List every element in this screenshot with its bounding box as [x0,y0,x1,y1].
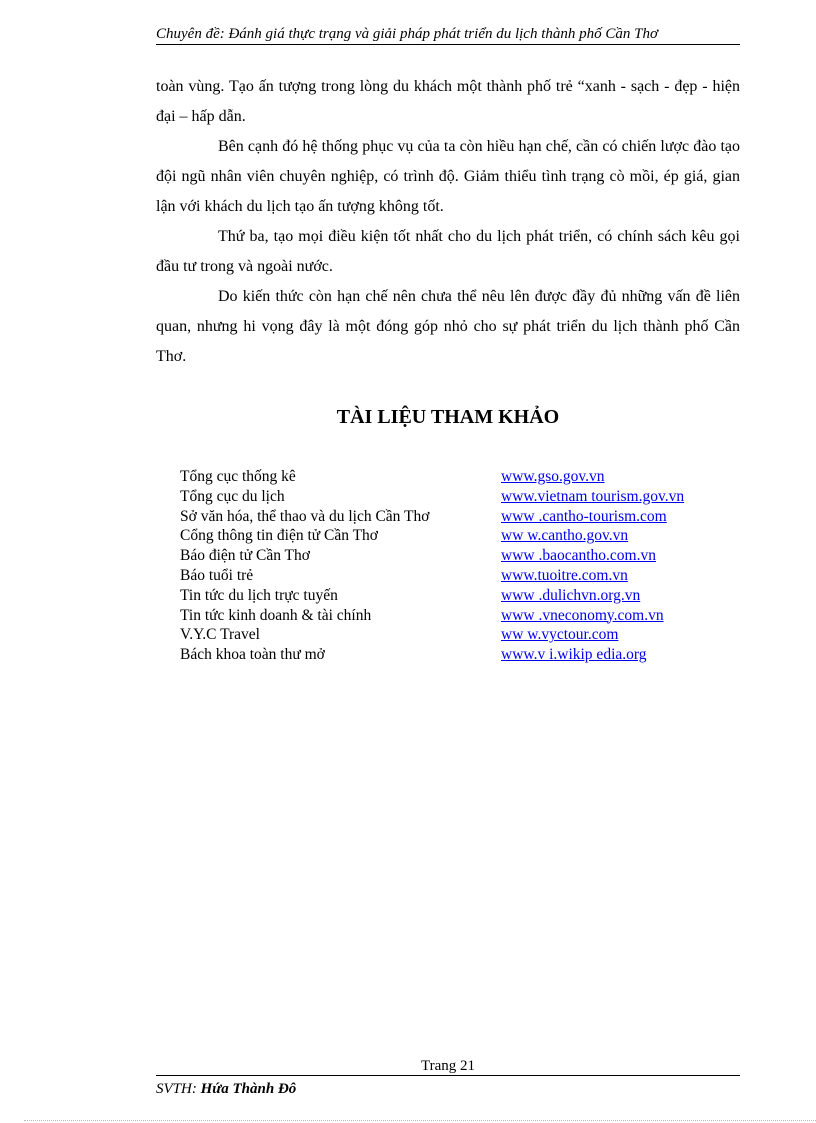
reference-name: Tổng cục du lịch [180,487,285,505]
reference-name: Tổng cục thống kê [180,468,296,485]
page-footer [156,1079,296,1099]
references-list [180,467,740,665]
reference-link[interactable]: www .baocantho.com.vn [501,547,656,565]
reference-link[interactable]: www .dulichvn.org.vn [501,586,641,604]
paragraph: Do kiến thức còn hạn chế nên chưa thể nêu lên được đầy đủ những vấn đề liên quan, nhưng hi vọng đây là một đóng góp nhỏ cho sự phát triển du lịch thành phố Cần Thơ. [156,288,740,365]
reference-item [180,546,740,566]
reference-item [180,625,740,645]
reference-item [180,507,740,527]
reference-item [180,645,740,665]
reference-item [180,606,740,626]
references-title: TÀI LIỆU THAM KHẢO [336,406,560,428]
reference-link[interactable]: www .cantho-tourism.com [501,507,667,525]
reference-name: Cổng thông tin điện tử Cần Thơ [180,527,379,545]
body-text [156,72,740,372]
paragraph: toàn vùng. Tạo ấn tượng trong lòng du khách một thành phố trẻ “xanh - sạch - đẹp - hiện đại – hấp dẫn. [156,78,740,125]
reference-link[interactable]: ww w.cantho.gov.vn [501,527,629,545]
reference-item [180,566,740,586]
paragraph: Thứ ba, tạo mọi điều kiện tốt nhất cho du lịch phát triển, có chính sách kêu gọi đầu tư trong và ngoài nước. [156,228,740,275]
reference-name: Bách khoa toàn thư mở [180,646,325,664]
header-title: Chuyên đề: Đánh giá thực trạng và giải pháp phát triển du lịch thành phố Cần Thơ [156,26,658,42]
reference-item [180,526,740,546]
svth-label: SVTH: [156,1081,197,1097]
reference-name: Báo điện tử Cần Thơ [180,547,310,565]
reference-link[interactable]: www.vietnam tourism.gov.vn [501,487,685,505]
page-header [156,24,740,45]
footer-divider [156,1075,740,1076]
reference-name: Báo tuổi trẻ [180,566,254,584]
reference-link[interactable]: www.v i.wikip edia.org [501,646,647,664]
reference-item [180,586,740,606]
reference-item [180,467,740,487]
reference-link[interactable]: www .vneconomy.com.vn [501,606,664,624]
paragraph: Bên cạnh đó hệ thống phục vụ của ta còn hiều hạn chế, cần có chiến lược đào tạo đội ngũ nhân viên chuyên nghiệp, có trình độ. Giảm thiểu tình trạng cò mồi, ép giá, gian lận với khách du lịch tạo ấn tượng không tốt. [156,138,740,215]
reference-link[interactable]: ww w.vyctour.com [501,626,619,644]
reference-link[interactable]: www.tuoitre.com.vn [501,566,628,584]
reference-name: Tin tức kinh doanh & tài chính [180,606,372,624]
page-bottom-edge [24,1120,816,1121]
reference-link[interactable]: www.gso.gov.vn [501,468,605,485]
page-number: Trang 21 [420,1058,476,1074]
reference-item [180,487,740,507]
reference-name: Sở văn hóa, thể thao và du lịch Cần Thơ [180,507,430,525]
author-name: Hứa Thành Đô [200,1081,297,1097]
reference-name: Tin tức du lịch trực tuyến [180,586,338,604]
reference-name: V.Y.C Travel [180,626,260,644]
